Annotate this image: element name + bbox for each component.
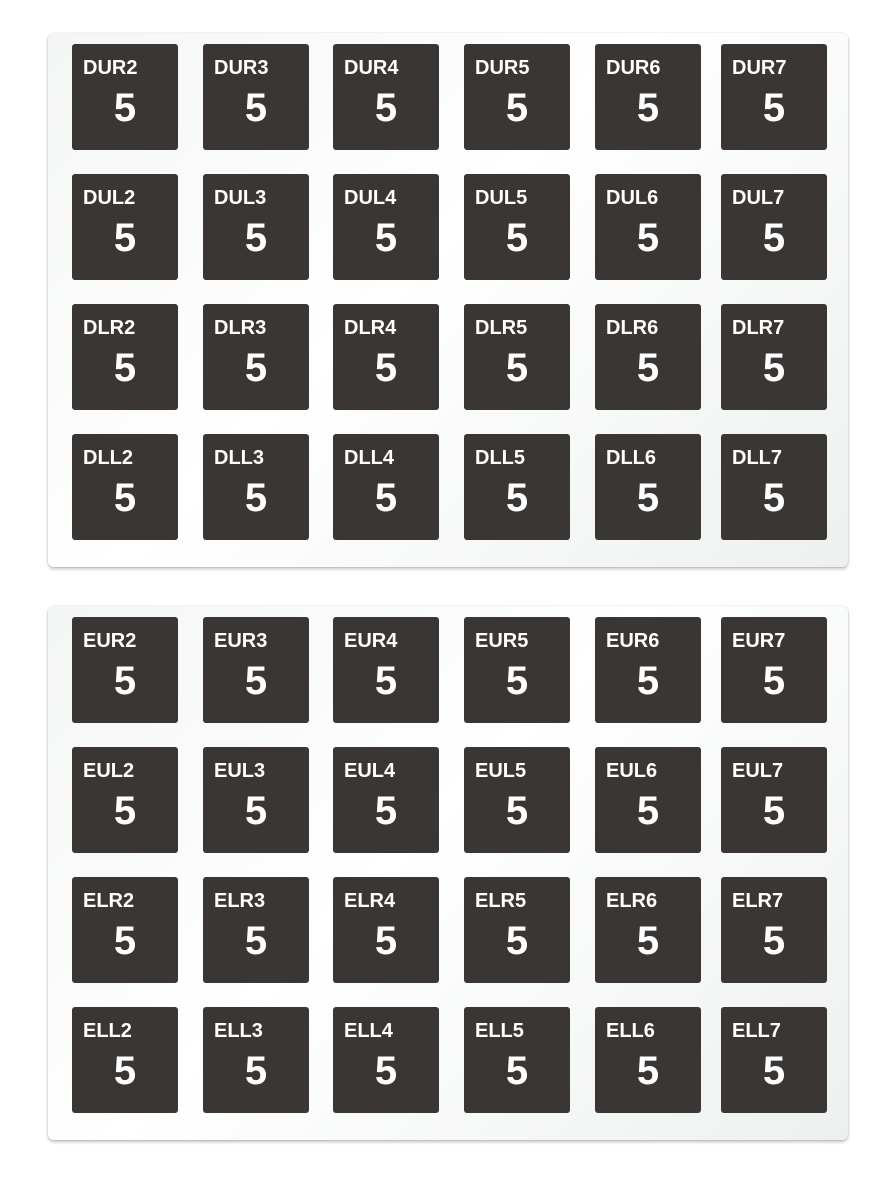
tile-label: DLL5 [475,447,525,469]
tile[interactable] [203,304,309,410]
tile[interactable] [333,747,439,853]
tile[interactable] [595,1007,701,1113]
tile-value: 5 [505,86,529,130]
tile[interactable] [595,304,701,410]
tile-label: EUL2 [83,760,135,782]
tile-value: 5 [762,216,786,260]
tile-label: ELR4 [344,890,396,912]
tile-value: 5 [636,86,660,130]
tile-label: EUL3 [214,760,266,782]
tile-value: 5 [244,86,268,130]
tile-value: 5 [505,919,529,963]
tile-value: 5 [505,346,529,390]
tile[interactable] [203,44,309,150]
tile-label: EUR5 [475,630,529,652]
tile-label: ELR6 [606,890,658,912]
tile-value: 5 [244,659,268,703]
tile-value: 5 [762,476,786,520]
tile[interactable] [203,747,309,853]
tile-label: DUR3 [214,57,269,79]
tile[interactable] [72,747,178,853]
tile-label: DUR5 [475,57,530,79]
tile-label: ELR3 [214,890,266,912]
tile[interactable] [721,877,827,983]
tile-label: DUL5 [475,187,528,209]
tile-value: 5 [636,1049,660,1093]
tile-value: 5 [113,346,137,390]
tile[interactable] [203,877,309,983]
tile[interactable] [72,174,178,280]
tile-label: ELL2 [83,1020,132,1042]
tile-label: EUR2 [83,630,137,652]
tile-label: DUR7 [732,57,787,79]
tile[interactable] [72,617,178,723]
tile-value: 5 [374,476,398,520]
tile-value: 5 [636,919,660,963]
tile-value: 5 [113,476,137,520]
tile[interactable] [464,747,570,853]
tile-value: 5 [244,1049,268,1093]
tile-label: DLR3 [214,317,267,339]
tile-label: EUL7 [732,760,784,782]
tile-label: DUL4 [344,187,397,209]
tile[interactable] [464,44,570,150]
tile-label: DLL4 [344,447,394,469]
tile-label: DLR6 [606,317,659,339]
tile-label: DUL6 [606,187,659,209]
tile[interactable] [464,617,570,723]
tile-label: DUL7 [732,187,785,209]
tile-label: ELL3 [214,1020,263,1042]
tile-label: ELR2 [83,890,135,912]
tile-value: 5 [244,476,268,520]
tile-label: EUR3 [214,630,268,652]
tile[interactable] [464,174,570,280]
tile[interactable] [595,174,701,280]
tile[interactable] [595,877,701,983]
tile[interactable] [721,44,827,150]
tile-label: ELL5 [475,1020,524,1042]
tile[interactable] [72,304,178,410]
tile-value: 5 [374,1049,398,1093]
tile-value: 5 [374,659,398,703]
tile[interactable] [595,434,701,540]
tile-value: 5 [505,789,529,833]
tile-value: 5 [374,216,398,260]
tile-value: 5 [374,789,398,833]
tile-value: 5 [505,476,529,520]
tile-value: 5 [636,659,660,703]
tile-value: 5 [505,659,529,703]
tile[interactable] [203,1007,309,1113]
tile-value: 5 [113,789,137,833]
tile[interactable] [72,44,178,150]
tile[interactable] [333,877,439,983]
tile[interactable] [333,617,439,723]
tile[interactable] [203,617,309,723]
tile[interactable] [464,877,570,983]
tile[interactable] [721,434,827,540]
tile-label: DLR4 [344,317,397,339]
tile-label: DLR5 [475,317,528,339]
tile[interactable] [333,174,439,280]
tile-value: 5 [762,919,786,963]
tile-value: 5 [762,1049,786,1093]
tile-value: 5 [636,476,660,520]
tile-label: ELL7 [732,1020,781,1042]
tile-panel-bottom [48,606,848,1140]
tile-label: EUL6 [606,760,658,782]
tile-label: DUR4 [344,57,399,79]
tile[interactable] [72,1007,178,1113]
tile[interactable] [721,617,827,723]
tile-value: 5 [113,659,137,703]
tile[interactable] [721,304,827,410]
tile[interactable] [464,304,570,410]
tile-value: 5 [374,346,398,390]
tile[interactable] [203,434,309,540]
tile[interactable] [72,877,178,983]
tile-label: EUR7 [732,630,786,652]
tile[interactable] [721,174,827,280]
tile-value: 5 [113,1049,137,1093]
tile[interactable] [333,1007,439,1113]
tile[interactable] [333,44,439,150]
tile-value: 5 [636,346,660,390]
tile-label: DUL3 [214,187,267,209]
tile-label: ELL6 [606,1020,655,1042]
tile-value: 5 [244,216,268,260]
tile-value: 5 [244,919,268,963]
tile[interactable] [72,434,178,540]
tile[interactable] [203,174,309,280]
tile-value: 5 [374,919,398,963]
tile-label: DLL2 [83,447,133,469]
tile-label: DLL6 [606,447,656,469]
tile-label: DUR2 [83,57,138,79]
tile-panel-top [48,33,848,567]
tile-value: 5 [762,789,786,833]
tile-label: DLR7 [732,317,785,339]
tile[interactable] [721,747,827,853]
tile-value: 5 [505,216,529,260]
tile[interactable] [464,434,570,540]
tile-label: ELR5 [475,890,527,912]
tile-value: 5 [762,659,786,703]
tile-label: EUR4 [344,630,398,652]
tile-value: 5 [762,346,786,390]
tile-label: ELL4 [344,1020,393,1042]
tile-value: 5 [113,216,137,260]
tile-value: 5 [113,919,137,963]
tile[interactable] [595,747,701,853]
tile[interactable] [464,1007,570,1113]
tile-label: DLL3 [214,447,264,469]
tile-label: ELR7 [732,890,784,912]
tile[interactable] [595,44,701,150]
tile-value: 5 [113,86,137,130]
tile-value: 5 [244,789,268,833]
tile-label: DUR6 [606,57,661,79]
tile-value: 5 [244,346,268,390]
tile-label: EUL4 [344,760,396,782]
tile[interactable] [333,434,439,540]
tile[interactable] [721,1007,827,1113]
tile-label: DLL7 [732,447,782,469]
tile-value: 5 [636,216,660,260]
tile-value: 5 [762,86,786,130]
tile-label: DUL2 [83,187,136,209]
tile-label: EUL5 [475,760,527,782]
tile-value: 5 [374,86,398,130]
tile-value: 5 [505,1049,529,1093]
tile-label: DLR2 [83,317,136,339]
tile[interactable] [333,304,439,410]
tile[interactable] [595,617,701,723]
tile-label: EUR6 [606,630,660,652]
tile-value: 5 [636,789,660,833]
